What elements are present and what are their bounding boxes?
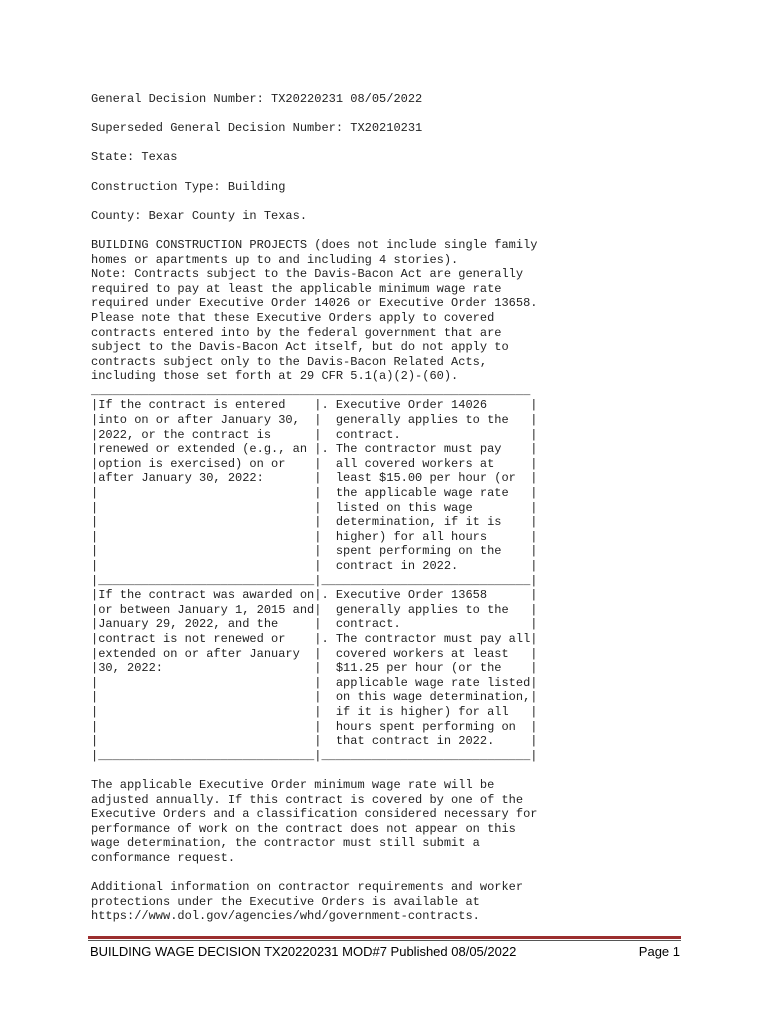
page-number: Page 1 <box>638 944 680 959</box>
footer-title: BUILDING WAGE DECISION TX20220231 MOD#7 Published 08/05/2022 <box>90 944 517 959</box>
wage-decision-text: General Decision Number: TX20220231 08/05/2022 Superseded General Decision Number: TX20210231 State: Texas Construction Type: Building County: Bexar County in Texas. BUILDING CONSTRUCTION PROJECTS (does not include single family homes or apartments up to and including 4 stories). Note: Contracts subject to the Davis-Bacon Act are generally required to pay at least the applicable minimum wage rate required under Executive Order 14026 or Executive Order 13658. Please note that these Executive Orders apply to covered contracts entered into by the federal government that are subject to the Davis-Bacon Act itself, but do not apply to contracts subject only to the Davis-Bacon Related Acts, including those set forth at 29 CFR 5.1(a)(2)-(60). _____________________________________________________________ |If the contract is entered |. Executive Order 14026 | |into on or after January 30, | generally applies to the | |2022, or the contract is | contract. | |renewed or extended (e.g., an |. The contractor must pay | |option is exercised) on or | all covered workers at | |after January 30, 2022: | least $15.00 per hour (or | | | the applicable wage rate | | | listed on this wage | | | determination, if it is | | | higher) for all hours | | | spent performing on the | | | contract in 2022. | |______________________________|_____________________________| |If the contract was awarded on|. Executive Order 13658 | |or between January 1, 2015 and| generally applies to the | |January 29, 2022, and the | contract. | |contract is not renewed or |. The contractor must pay all| |extended on or after January | covered workers at least | |30, 2022: | $11.25 per hour (or the | | | applicable wage rate listed| | | on this wage determination,| | | if it is higher) for all | | | hours spent performing on | | | that contract in 2022. | |______________________________|_____________________________| The applicable Executive Order minimum wage rate will be adjusted annually. If this contract is covered by one of the Executive Orders and a classification considered necessary for performance of work on the contract does not appear on this wage determination, the contractor must still submit a conformance request. Additional information on contractor requirements and worker protections under the Executive Orders is available at https://www.dol.gov/agencies/whd/government-contracts. <box>91 92 538 924</box>
footer-rule-thin <box>88 940 681 941</box>
footer-rule <box>88 936 681 939</box>
